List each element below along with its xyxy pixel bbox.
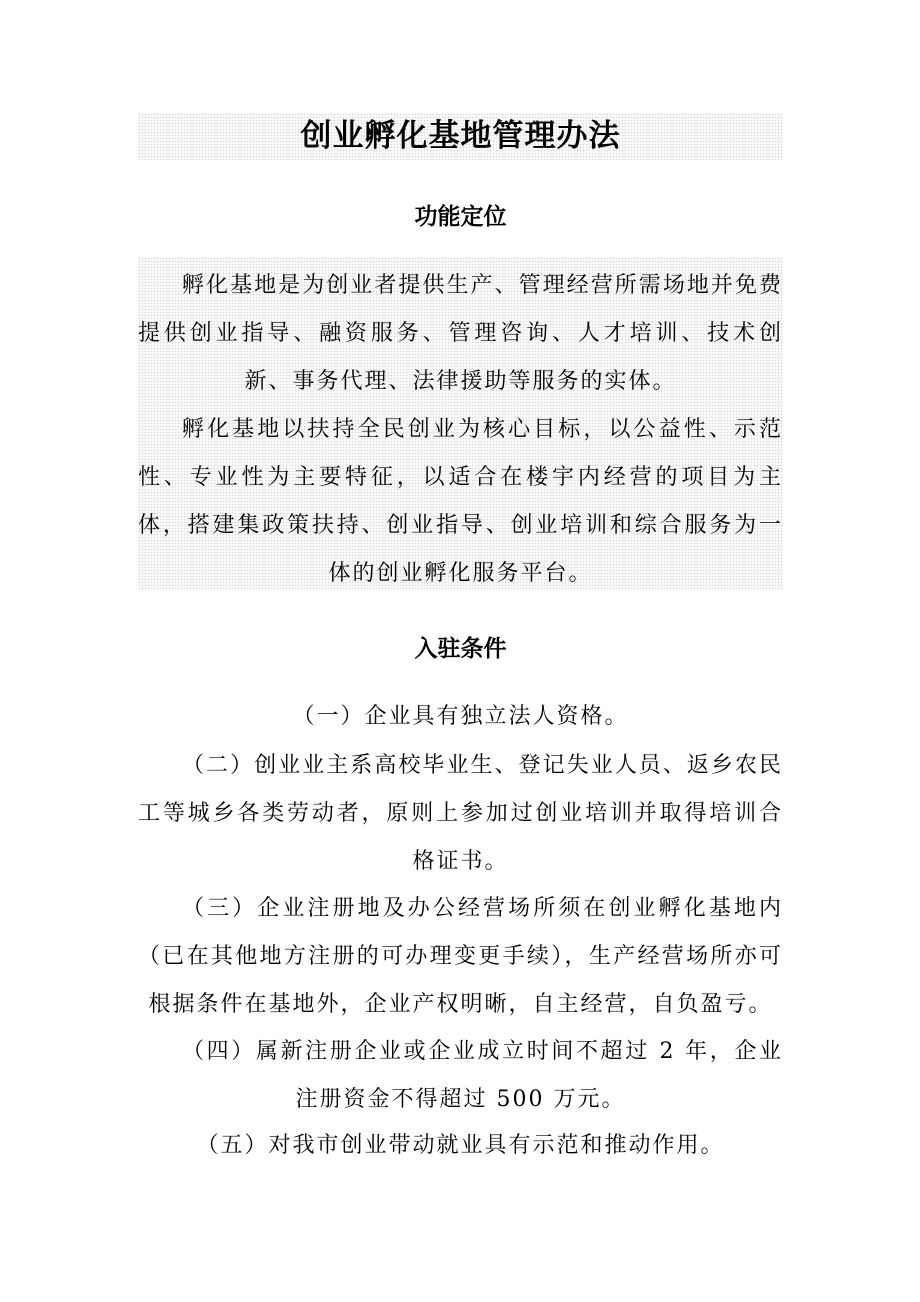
condition-item: （五）对我市创业带动就业具有示范和推动作用。 bbox=[196, 1133, 725, 1158]
section-heading-function: 功能定位 bbox=[414, 204, 507, 230]
condition-item: （一）企业具有独立法人资格。 bbox=[292, 704, 629, 729]
document-title: 创业孵化基地管理办法 bbox=[300, 118, 621, 154]
condition-item: （四）属新注册企业或企业成立时间不超过 2 年，企业注册资金不得超过 500 万元。 bbox=[182, 1039, 783, 1112]
condition-item: （三）企业注册地及办公经营场所须在创业孵化基地内（已在其他地方注册的可办理变更手续），生产经营场所亦可根据条件在基地外，企业产权明晰，自主经营，自负盈亏。 bbox=[138, 896, 783, 1017]
function-paragraph: 孵化基地是为创业者提供生产、管理经营所需场地并免费提供创业指导、融资服务、管理咨询、人才培训、技术创新、事务代理、法律援助等服务的实体。 bbox=[138, 273, 783, 394]
condition-item: （二）创业业主系高校毕业生、登记失业人员、返乡农民工等城乡各类劳动者，原则上参加过创业培训并取得培训合格证书。 bbox=[138, 753, 783, 874]
function-paragraph: 孵化基地以扶持全民创业为核心目标，以公益性、示范性、专业性为主要特征，以适合在楼宇内经营的项目为主体，搭建集政策扶持、创业指导、创业培训和综合服务为一体的创业孵化服务平台。 bbox=[138, 417, 783, 586]
section-heading-entry-conditions: 入驻条件 bbox=[414, 636, 507, 662]
